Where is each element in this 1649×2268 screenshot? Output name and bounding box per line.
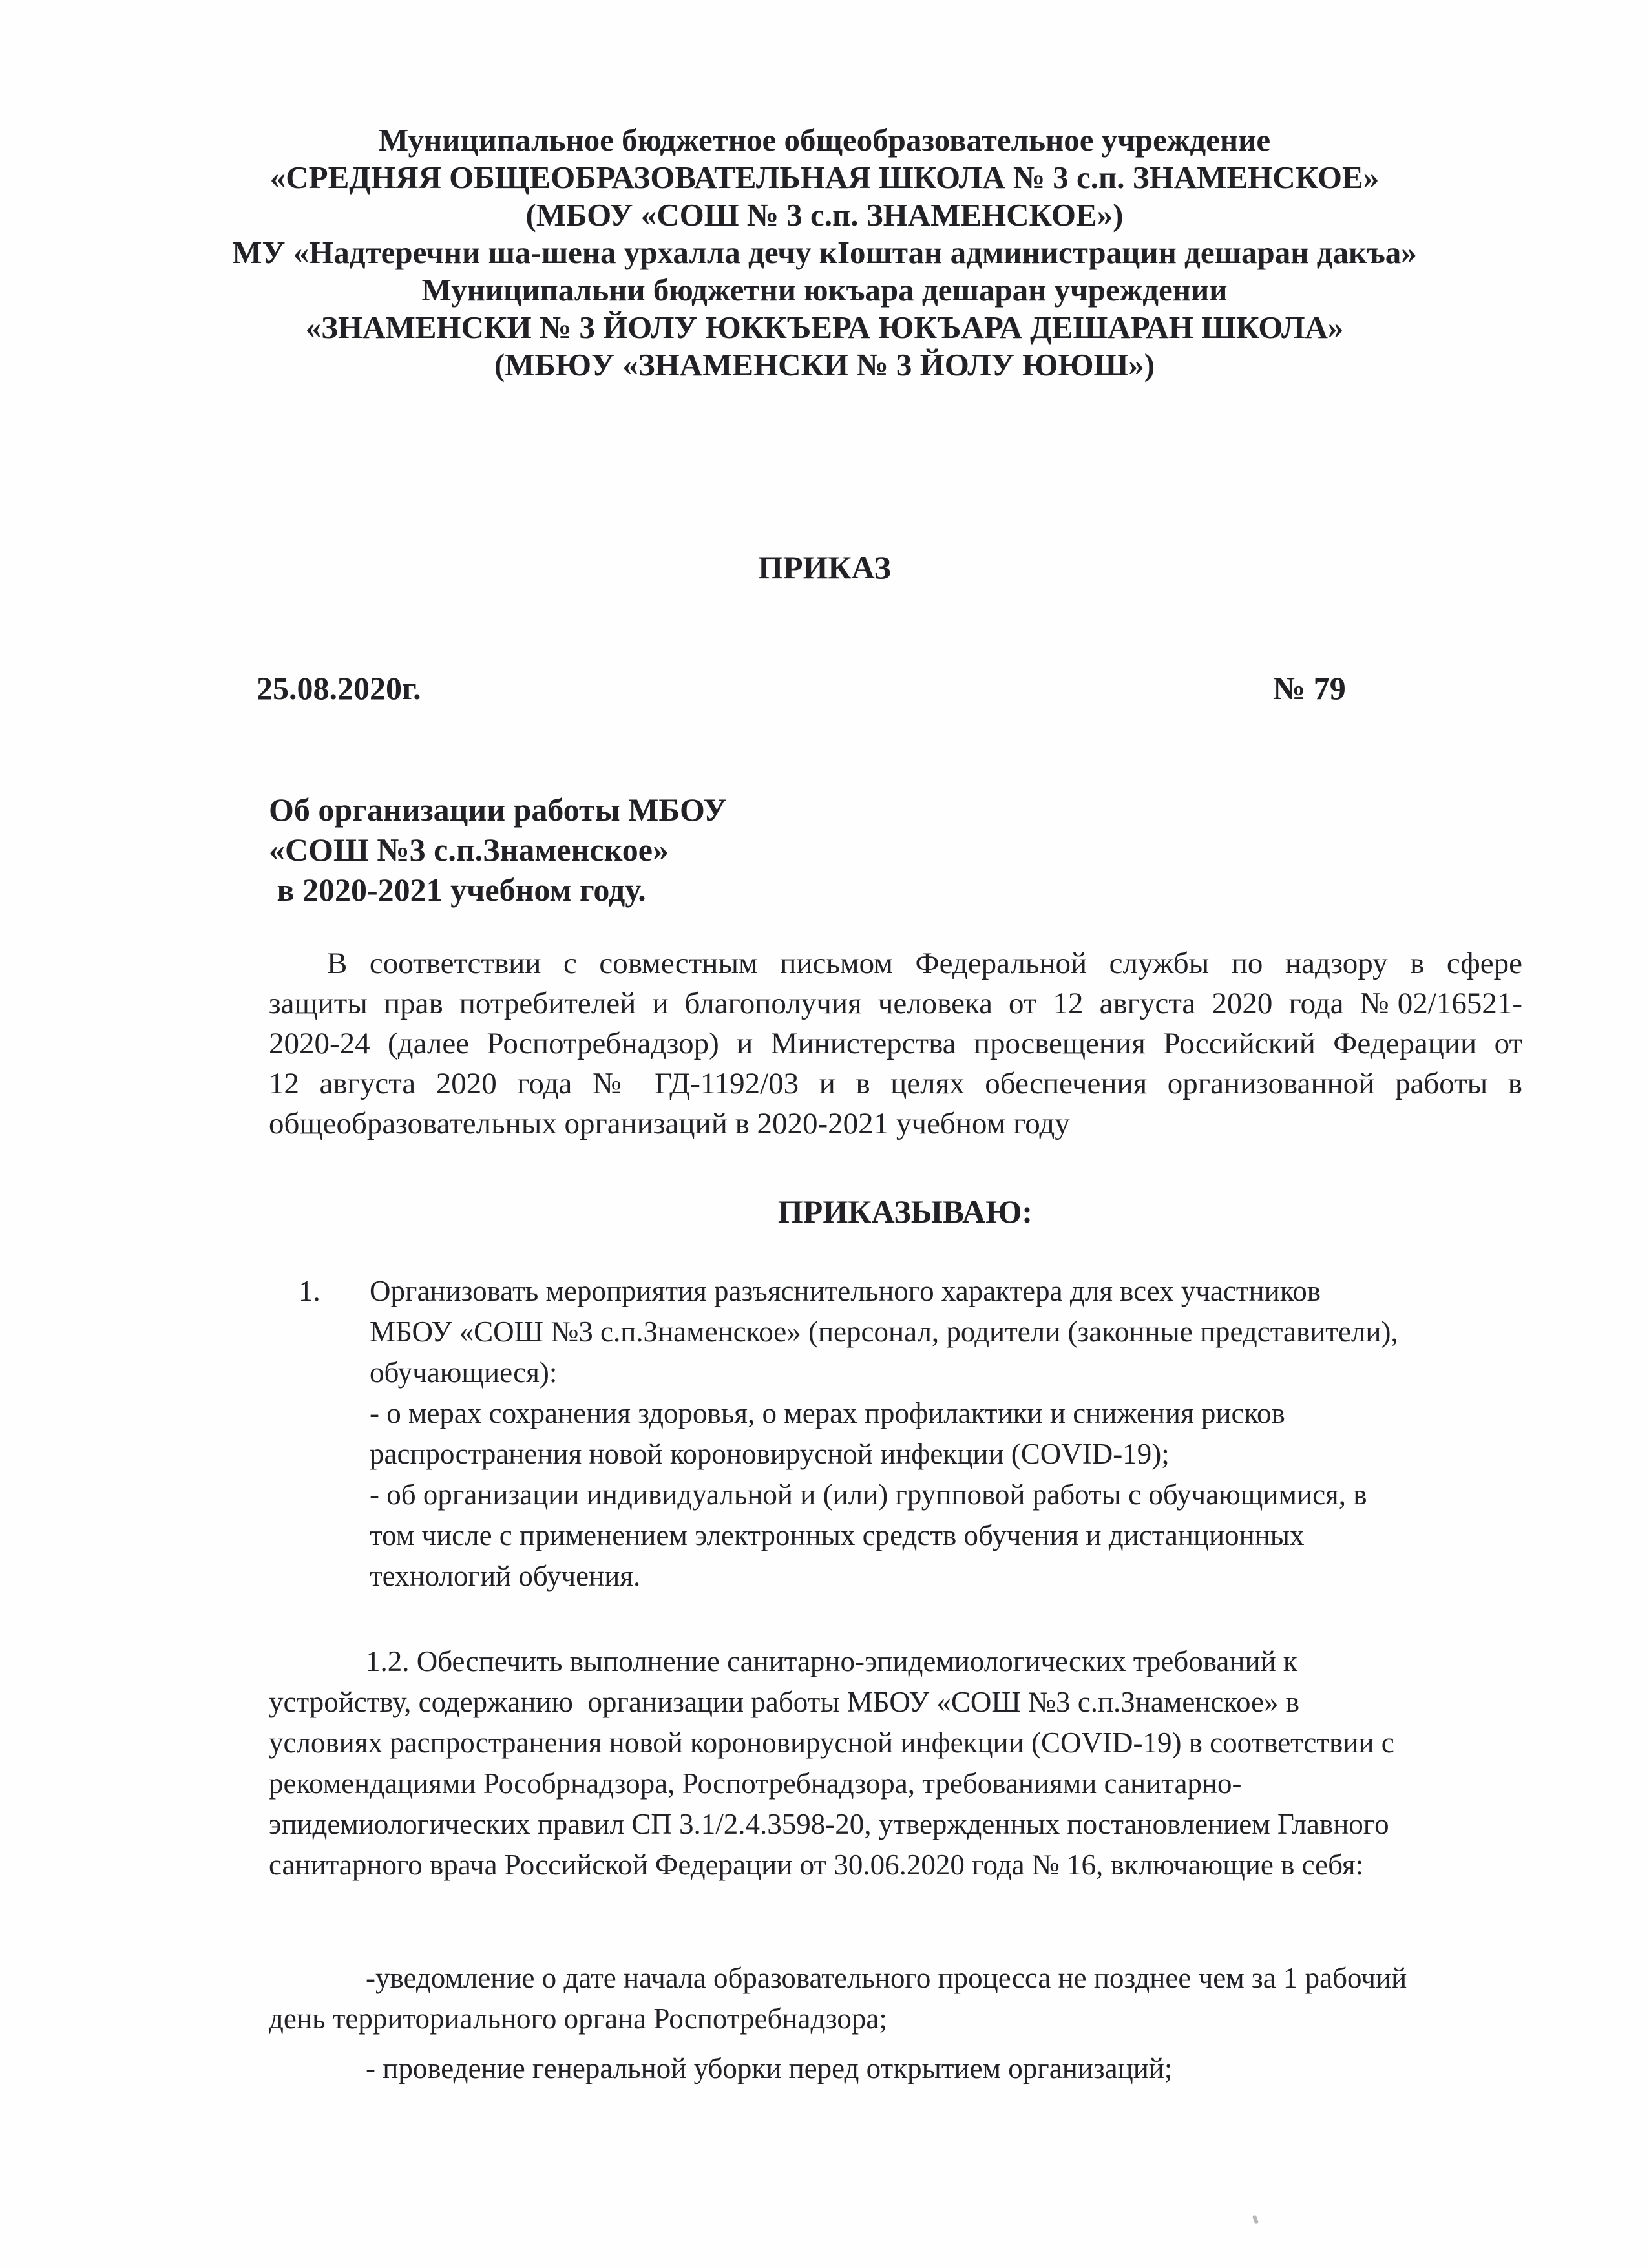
subject-line: Об организации работы МБОУ xyxy=(269,792,727,828)
intro-line: В соответствии с совместным письмом Федеральной службы по надзору в сфере xyxy=(327,947,1522,980)
item-line: технологий обучения. xyxy=(370,1560,641,1592)
header-line: Муниципальни бюджетни юкъара дешаран учреждении xyxy=(421,272,1228,308)
bullet-line: день территориального органа Роспотребнадзора; xyxy=(269,2002,887,2035)
item-line: распространения новой короновирусной инфекции (COVID-19); xyxy=(370,1438,1170,1470)
order-heading: ПРИКАЗЫВАЮ: xyxy=(777,1193,1033,1230)
header-line: (МБОУ «СОШ № 3 с.п. ЗНАМЕНСКОЕ») xyxy=(525,197,1124,233)
document-subject xyxy=(269,790,727,910)
header-line: «СРЕДНЯЯ ОБЩЕОБРАЗОВАТЕЛЬНАЯ ШКОЛА № 3 с.п. ЗНАМЕНСКОЕ» xyxy=(269,160,1380,195)
item-line: - о мерах сохранения здоровья, о мерах профилактики и снижения рисков xyxy=(370,1397,1285,1429)
item-line: том числе с применением электронных средств обучения и дистанционных xyxy=(370,1519,1305,1551)
item-line: рекомендациями Рособрнадзора, Роспотребнадзора, требованиями санитарно- xyxy=(269,1767,1242,1800)
item-number: 1. xyxy=(299,1275,320,1307)
item-line: 1.2. Обеспечить выполнение санитарно-эпидемиологических требований к xyxy=(366,1645,1297,1677)
item-line: обучающиеся): xyxy=(370,1356,558,1389)
subject-line: «СОШ №3 с.п.Знаменское» xyxy=(269,832,669,868)
intro-line: 12 августа 2020 года № ГД-1192/03 и в целях обеспечения организованной работы в xyxy=(269,1067,1522,1100)
item-line: эпидемиологических правил СП 3.1/2.4.3598-20, утвержденных постановлением Главного xyxy=(269,1808,1389,1840)
bullet-line: - проведение генеральной уборки перед открытием организаций; xyxy=(366,2052,1173,2084)
scan-artifact xyxy=(1252,2214,1259,2224)
item-line: санитарного врача Российской Федерации от 30.06.2020 года № 16, включающие в себя: xyxy=(269,1849,1364,1881)
bullet-line: -уведомление о дате начала образовательного процесса не позднее чем за 1 рабочий xyxy=(366,1962,1407,1994)
document-type-title: ПРИКАЗ xyxy=(758,549,891,585)
item-line: Организовать мероприятия разъяснительного характера для всех участников xyxy=(370,1275,1321,1307)
intro-paragraph xyxy=(269,943,1522,1144)
item-line: МБОУ «СОШ №3 с.п.Знаменское» (персонал, родители (законные представители), xyxy=(370,1316,1398,1348)
header-line: Муниципальное бюджетное общеобразовательное учреждение xyxy=(378,122,1271,158)
header-line: (МБЮУ «ЗНАМЕНСКИ № 3 ЙОЛУ ЮЮШ») xyxy=(494,347,1155,383)
intro-line: 2020-24 (далее Роспотребнадзор) и Министерства просвещения Российский Федерации от xyxy=(269,1027,1522,1060)
subject-line: в 2020-2021 учебном году. xyxy=(269,872,646,908)
item-line: - об организации индивидуальной и (или) групповой работы с обучающимися, в xyxy=(370,1478,1367,1511)
item-line: устройству, содержанию организации работы МБОУ «СОШ №3 с.п.Знаменское» в xyxy=(269,1686,1299,1718)
order-item-1-2 xyxy=(269,1641,1522,1885)
document-date: 25.08.2020г. xyxy=(257,670,421,706)
item-body xyxy=(370,1271,1398,1597)
requirement-bullet xyxy=(269,2048,1172,2089)
document-number: № 79 xyxy=(1273,670,1346,706)
requirement-bullet xyxy=(269,1958,1407,2039)
intro-line: общеобразовательных организаций в 2020-2021 учебном году xyxy=(269,1107,1070,1140)
institution-header xyxy=(0,121,1649,384)
item-line: условиях распространения новой короновирусной инфекции (COVID-19) в соответствии с xyxy=(269,1727,1394,1759)
intro-line: защиты прав потребителей и благополучия человека от 12 августа 2020 года №02/16521- xyxy=(269,987,1522,1020)
header-line: «ЗНАМЕНСКИ № 3 ЙОЛУ ЮККЪЕРА ЮКЪАРА ДЕШАРАН ШКОЛА» xyxy=(305,310,1344,345)
header-line: МУ «Надтеречни ша-шена урхалла дечу кIоштан администрацин дешаран дакъа» xyxy=(232,235,1417,270)
